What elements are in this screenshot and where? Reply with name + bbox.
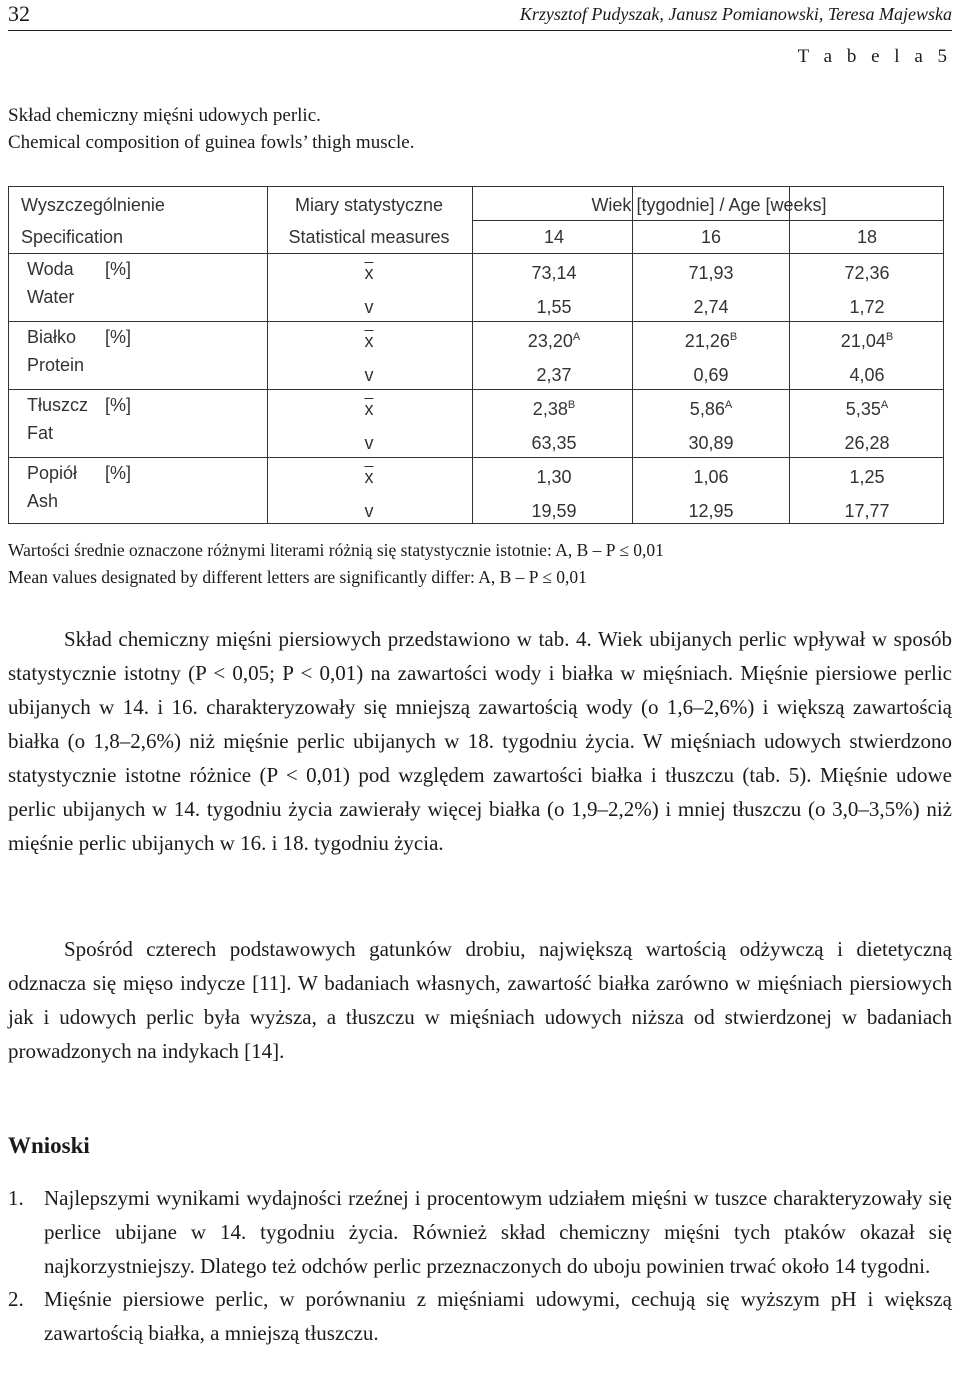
mean-value-cell [685, 331, 737, 352]
mean-value: 71,93 [688, 263, 734, 283]
mean-symbol: $\overline{x}$ [364, 263, 374, 283]
conclusion-text: Mięśnie piersiowe perlic, w porównaniu z mięśniami udowymi, cechują się wyższym pH i większą zawartością białka, a mniejszą tłuszczu. [44, 1287, 952, 1345]
header-week-14: 14 [543, 227, 565, 247]
mean-value: 1,25 [849, 467, 885, 487]
running-authors: Krzysztof Pudyszak, Janusz Pomianowski, Teresa Majewska [519, 4, 952, 24]
cv-symbol: v [364, 365, 374, 385]
significance-letter: B [567, 399, 576, 411]
mean-value-cell [531, 263, 576, 284]
cv-value: 2,74 [693, 297, 729, 317]
mean-value-cell [844, 263, 889, 284]
conclusion-number: 2. [8, 1287, 24, 1311]
significance-letter: A [572, 331, 581, 343]
mean-value: 1,30 [536, 467, 572, 487]
cv-value: 19,59 [531, 501, 577, 521]
table-caption-en: Chemical composition of guinea fowls’ thigh muscle. [8, 132, 415, 153]
row-name-en: Water [27, 287, 75, 307]
row-unit: [%] [105, 395, 132, 415]
cv-value: 26,28 [844, 433, 890, 453]
mean-symbol: $\overline{x}$ [364, 331, 374, 351]
mean-value-cell [528, 331, 580, 352]
cv-symbol: v [364, 297, 374, 317]
mean-value-cell [536, 467, 571, 488]
significance-letter: B [729, 331, 738, 343]
table-note-pl: Wartości średnie oznaczone różnymi literami różnią się statystycznie istotnie: A, B – P ≤ 0,01 [8, 540, 664, 560]
mean-value-cell [849, 467, 884, 488]
mean-value-cell [846, 399, 888, 420]
significance-letter: B [885, 331, 894, 343]
mean-value-cell [841, 331, 893, 352]
cv-value: 2,37 [536, 365, 572, 385]
row-name-en: Protein [27, 355, 85, 375]
composition-table [8, 186, 944, 524]
page-number: 32 [8, 1, 30, 26]
mean-value-cell [533, 399, 575, 420]
paragraph-2-text: Spośród czterech podstawowych gatunków drobiu, największą wartością odżywczą i dietetyczną odznacza się mięso indycze [11]. W badaniach własnych, zawartość białka zarówno w mięśniach piersiowych jak i udowych perlic była wyższa, a tłuszczu w mięśniach udowych niższa od stwierdzonej w badaniach prowadzonych na indykach [14]. [8, 937, 952, 1063]
cv-value: 12,95 [688, 501, 734, 521]
header-measures-pl: Miary statystyczne [294, 195, 444, 215]
row-unit: [%] [105, 463, 132, 483]
mean-value: 72,36 [844, 263, 890, 283]
cv-symbol: v [364, 501, 374, 521]
mean-value-cell [693, 467, 728, 488]
paragraph-1 [8, 622, 952, 860]
mean-value-cell [688, 263, 733, 284]
mean-symbol: $\overline{x}$ [364, 467, 374, 487]
conclusion-item [8, 1181, 952, 1283]
mean-value: 21,26 [684, 331, 730, 351]
row-unit: [%] [105, 327, 132, 347]
row-name-pl: Popiół [27, 463, 78, 483]
row-name-pl: Białko [27, 327, 77, 347]
table-label: T a b e l a 5 [797, 46, 952, 67]
cv-value: 4,06 [849, 365, 885, 385]
mean-value: 1,06 [693, 467, 729, 487]
mean-value: 23,20 [527, 331, 573, 351]
paragraph-1-text: Skład chemiczny mięśni piersiowych przedstawiono w tab. 4. Wiek ubijanych perlic wpływał w sposób statystycznie istotny (P < 0,05; P < 0,01) na zawartości wody i białka w mięśniach. Mięśnie piersiowe perlic ubijanych w 14. i 16. charakteryzowały się mniejszą zawartością wody (o 1,6–2,6%) i większą zawartością białka (o 1,8–2,6%) niż mięśnie perlic ubijanych w 18. tygodniu życia. W mięśniach udowych stwierdzono statystycznie istotne różnice (P < 0,01) pod względem zawartości białka i tłuszczu (tab. 5). Mięśnie udowe perlic ubijanych w 14. tygodniu życia zawierały więcej białka (o 1,9–2,2%) i mniej tłuszczu (o 3,0–3,5%) niż mięśnie perlic ubijanych w 16. i 18. tygodniu życia. [8, 627, 952, 855]
cv-value: 1,72 [849, 297, 885, 317]
significance-letter: A [880, 399, 889, 411]
mean-value: 73,14 [531, 263, 577, 283]
conclusion-number: 1. [8, 1186, 24, 1210]
header-measures-en: Statistical measures [288, 227, 450, 247]
cv-value: 63,35 [531, 433, 577, 453]
header-spec-pl: Wyszczególnienie [21, 195, 165, 215]
header-week-16: 16 [700, 227, 722, 247]
mean-value-cell [690, 399, 732, 420]
conclusion-text: Najlepszymi wynikami wydajności rzeźnej i procentowym udziałem mięśni w tuszce charakteryzowały się perlice ubijane w 14. tygodniu życia. Również skład chemiczny mięśni tych ptaków okazał się najkorzystniejszy. Dlatego też odchów perlic przeznaczonych do uboju powinien trwać około 14 tygodni. [44, 1186, 952, 1278]
conclusion-item [8, 1282, 952, 1350]
row-name-pl: Tłuszcz [27, 395, 89, 415]
header-age: Wiek [tygodnie] / Age [weeks] [591, 195, 827, 215]
header-week-18: 18 [856, 227, 878, 247]
cv-symbol: v [364, 433, 374, 453]
row-name-en: Fat [27, 423, 54, 443]
cv-value: 30,89 [688, 433, 734, 453]
row-name-pl: Woda [27, 259, 74, 279]
conclusions-list [8, 1181, 952, 1350]
running-header [8, 0, 952, 31]
cv-value: 17,77 [844, 501, 890, 521]
cv-value: 1,55 [536, 297, 572, 317]
cv-value: 0,69 [693, 365, 729, 385]
conclusions-heading: Wnioski [8, 1133, 90, 1158]
row-name-en: Ash [27, 491, 59, 511]
mean-value: 5,86 [689, 399, 725, 419]
row-unit: [%] [105, 259, 132, 279]
mean-value: 5,35 [845, 399, 881, 419]
header-spec-en: Specification [21, 227, 124, 247]
table-caption-pl: Skład chemiczny mięśni udowych perlic. [8, 105, 321, 126]
table-note-en: Mean values designated by different letters are significantly differ: A, B – P ≤ 0,01 [8, 567, 587, 587]
mean-value: 21,04 [840, 331, 886, 351]
mean-value: 2,38 [532, 399, 568, 419]
paragraph-2 [8, 932, 952, 1068]
significance-letter: A [724, 399, 733, 411]
mean-symbol: $\overline{x}$ [364, 399, 374, 419]
